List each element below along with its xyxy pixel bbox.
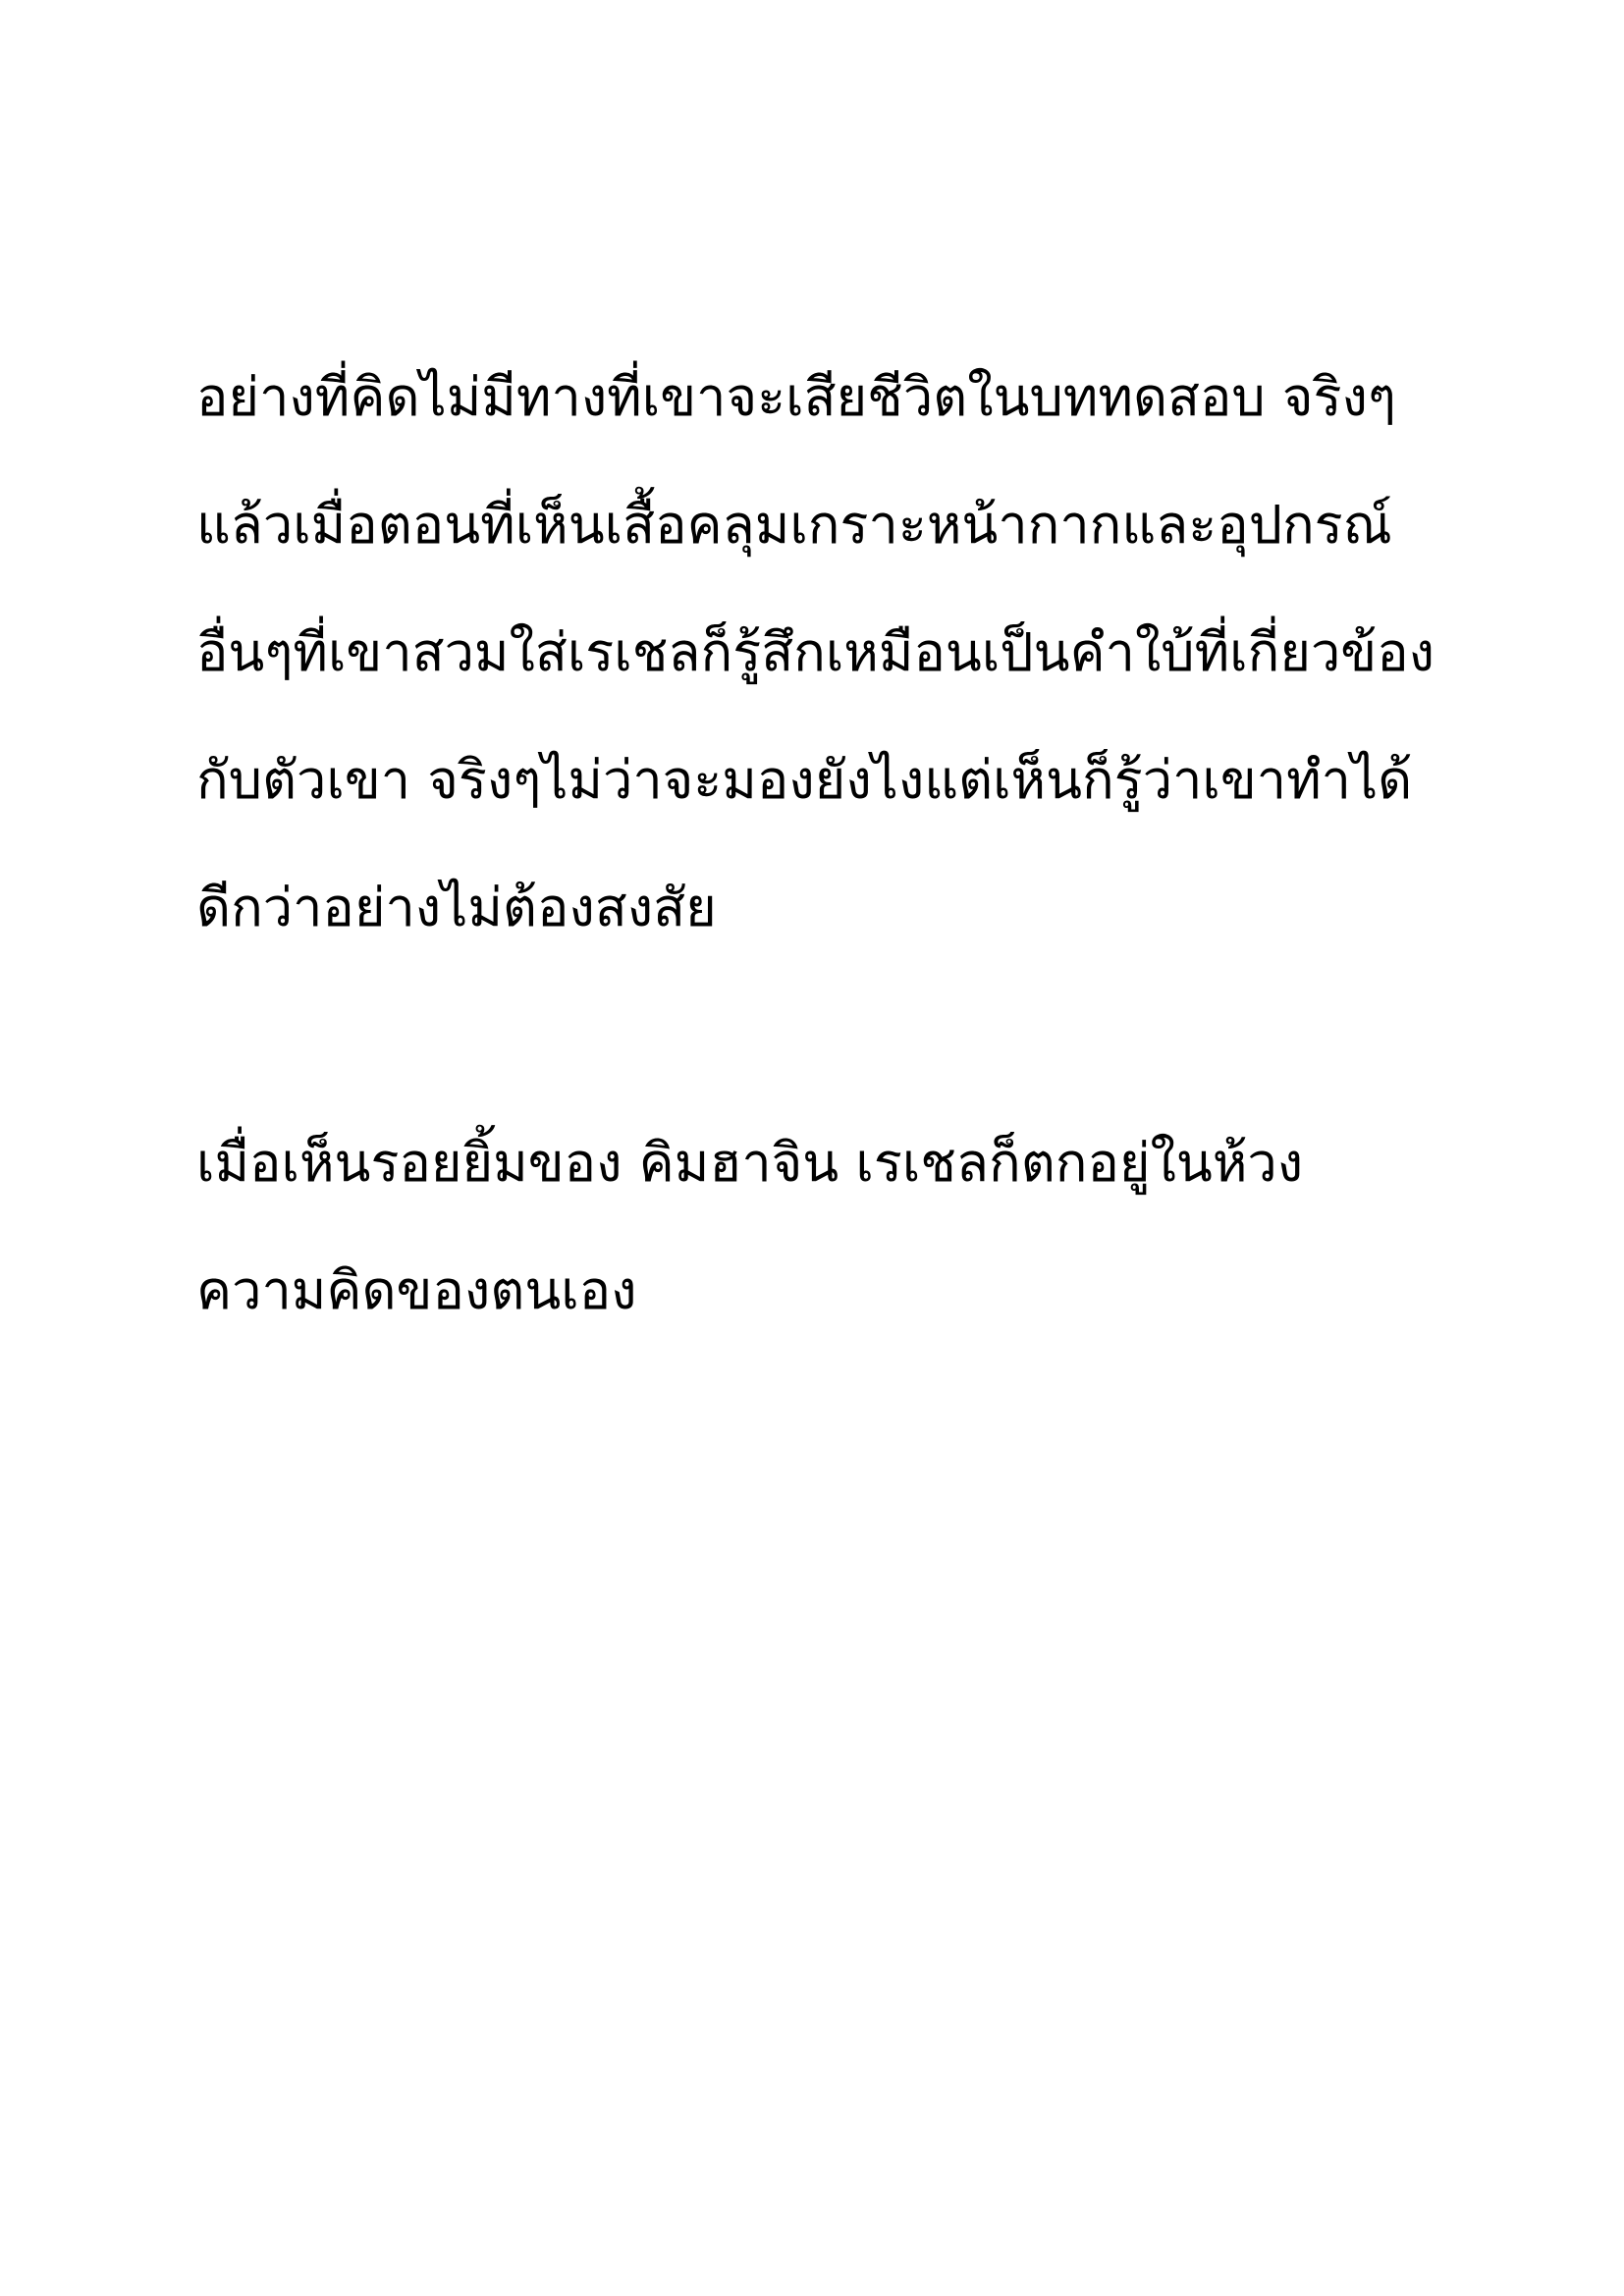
text-line: ความคิดของตนเอง (196, 1259, 637, 1321)
paragraph-2 (196, 1099, 1434, 1355)
text-line: อย่างที่คิดไม่มีทางที่เขาจะเสียชีวิตในบททดสอบ จริงๆ (196, 366, 1396, 428)
text-line: ดีกว่าอย่างไม่ต้องสงสัย (196, 877, 717, 938)
text-line: เมื่อเห็นรอยยิ้มของ คิมฮาจิน เรเชลก็ตกอยู่ในห้วง (196, 1132, 1304, 1194)
text-line: กับตัวเขา จริงๆไม่ว่าจะมองยังไงแต่เห็นก็รู้ว่าเขาทำได้ (196, 749, 1413, 811)
text-line: อื่นๆที่เขาสวมใส่เรเชลก็รู้สึกเหมือนเป็นคำใบ้ที่เกี่ยวข้อง (196, 621, 1435, 683)
paragraph-1 (196, 334, 1434, 972)
text-line: แล้วเมื่อตอนที่เห็นเสื้อคลุมเกราะหน้ากากและอุปกรณ์ (196, 494, 1392, 556)
